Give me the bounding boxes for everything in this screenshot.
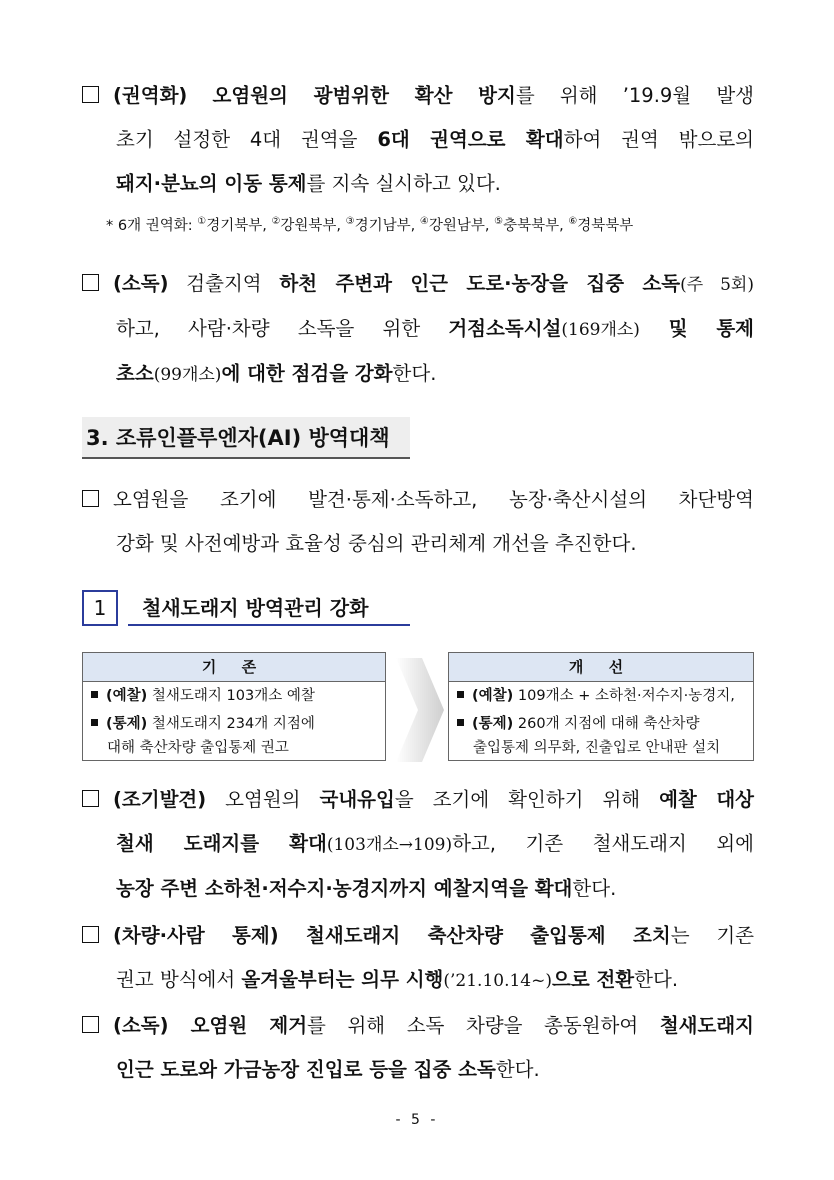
paragraph-ai-overview	[82, 478, 754, 566]
bullet-icon	[457, 691, 464, 698]
comparison-after-box	[448, 652, 754, 761]
body-text: 한다.	[495, 1058, 540, 1081]
checkbox-icon	[82, 490, 99, 507]
body-text: 한다.	[392, 362, 437, 385]
row-tag: (통제)	[106, 716, 148, 732]
subsection-title: 철새도래지 방역관리 강화	[128, 590, 410, 626]
parenthetical: (주 5회)	[680, 275, 754, 295]
paragraph-regionalization	[82, 74, 754, 206]
circled-number: ⑤	[494, 216, 504, 227]
bullet-icon	[457, 719, 464, 726]
emphasis-text: 철새 도래지를 확대	[116, 832, 327, 855]
tag-label: (권역화)	[113, 84, 188, 107]
body-text: 한다.	[572, 877, 617, 900]
footnote-regions	[106, 214, 633, 235]
tag-label: (소독)	[113, 1014, 169, 1037]
body-text: 검출지역	[168, 272, 280, 295]
after-row	[449, 712, 753, 736]
paragraph-vehicle-control	[82, 914, 754, 1003]
row-tag: (예찰)	[472, 688, 514, 704]
before-header: 기 존	[83, 653, 385, 682]
body-text: 는 기존	[670, 924, 754, 947]
row-text: 철새도래지 103개소 예찰	[147, 688, 315, 704]
emphasis-text: 돼지·분뇨의 이동 통제	[116, 172, 307, 195]
region-item: 충북북부,	[503, 218, 569, 234]
body-text: 를 위해 ’19.9월 발생	[515, 84, 754, 107]
row-tag: (예찰)	[106, 688, 148, 704]
body-text: 강화 및 사전예방과 효율성 중심의 관리체계 개선을 추진한다.	[116, 532, 637, 555]
body-text: 를 지속 실시하고 있다.	[306, 172, 501, 195]
body-text: 을 조기에 확인하기 위해	[394, 788, 660, 811]
circled-number: ③	[345, 216, 355, 227]
body-text: 권고 방식에서	[116, 968, 242, 991]
emphasis-text: 에 대한 점검을 강화	[221, 362, 393, 385]
bullet-icon	[91, 719, 98, 726]
after-header: 개 선	[449, 653, 753, 682]
parenthetical: (169개소)	[561, 320, 640, 340]
row-text: 109개소 + 소하천·저수지·농경지,	[513, 688, 735, 704]
emphasis-text: 예찰 대상	[659, 788, 755, 811]
before-row-cont	[83, 736, 385, 760]
parenthetical: (’21.10.14~)	[443, 971, 552, 991]
emphasis-text: 올겨울부터는 의무 시행	[241, 968, 444, 991]
row-text: 대해 축산차량 출입통제 권고	[107, 740, 289, 756]
emphasis-text: 초소	[116, 362, 154, 385]
emphasis-text: 으로 전환	[552, 968, 635, 991]
paragraph-early-detection	[82, 778, 754, 911]
subsection-number: 1	[82, 590, 118, 626]
tag-label: (차량·사람 통제)	[113, 924, 279, 947]
emphasis-text: 오염원 제거	[168, 1014, 308, 1037]
region-item: 강원북부,	[280, 218, 346, 234]
body-text: 오염원의	[206, 788, 320, 811]
body-text: 한다.	[634, 968, 679, 991]
page-number: - 5 -	[395, 1112, 439, 1128]
circled-number: ①	[197, 216, 207, 227]
before-row	[83, 684, 385, 708]
row-text: 출입통제 의무화, 진출입로 안내판 설치	[473, 740, 721, 756]
paragraph-disinfection	[82, 262, 754, 397]
row-text: 260개 지점에 대해 축산차량	[513, 716, 700, 732]
emphasis-text: 거점소독시설	[448, 317, 562, 340]
row-text: 철새도래지 234개 지점에	[147, 716, 315, 732]
region-item: 강원남부,	[428, 218, 495, 234]
checkbox-icon	[82, 790, 99, 807]
body-text: 를 위해 소독 차량을 총동원하여	[307, 1014, 660, 1037]
chevron-right-icon	[392, 658, 444, 762]
emphasis-text: 철새도래지	[659, 1014, 755, 1037]
circled-number: ④	[419, 216, 429, 227]
checkbox-icon	[82, 1016, 99, 1033]
circled-number: ⑥	[568, 216, 578, 227]
tag-label: (소독)	[113, 272, 169, 295]
body-text: 하여 권역 밖으로의	[563, 128, 754, 151]
bullet-icon	[91, 691, 98, 698]
emphasis-text: 및 통제	[639, 317, 754, 340]
region-item: 경기북부,	[206, 218, 272, 234]
emphasis-text: 하천 주변과 인근 도로·농장을 집중 소독	[279, 272, 681, 295]
body-text: 하고, 사람·차량 소독을 위한	[116, 317, 449, 340]
emphasis-text: 인근 도로와 가금농장 진입로 등을 집중 소독	[116, 1058, 496, 1081]
body-text: 오염원을 조기에 발견·통제·소독하고, 농장·축산시설의 차단방역	[113, 488, 754, 511]
region-item: 경북북부	[577, 218, 634, 234]
paragraph-disinfection-ai	[82, 1004, 754, 1092]
checkbox-icon	[82, 274, 99, 291]
parenthetical: (99개소)	[153, 365, 222, 385]
region-item: 경기남부,	[354, 218, 420, 234]
section-heading: 3. 조류인플루엔자(AI) 방역대책	[82, 417, 410, 459]
parenthetical: (103개소→109)	[326, 835, 453, 855]
note-prefix: * 6개 권역화:	[106, 218, 198, 234]
emphasis-text: 오염원의 광범위한 확산 방지	[212, 84, 516, 107]
before-row	[83, 712, 385, 736]
body-text: 하고, 기존 철새도래지 외에	[452, 832, 754, 855]
emphasis-text: 6대 권역으로 확대	[377, 128, 564, 151]
body-text: 초기 설정한 4대 권역을	[116, 128, 378, 151]
circled-number: ②	[271, 216, 281, 227]
emphasis-text: 농장 주변 소하천·저수지·농경지까지 예찰지역을 확대	[116, 877, 573, 900]
after-row	[449, 684, 753, 708]
checkbox-icon	[82, 926, 99, 943]
comparison-before-box	[82, 652, 386, 761]
tag-label: (조기발견)	[113, 788, 207, 811]
emphasis-text: 철새도래지 축산차량 출입통제 조치	[278, 924, 671, 947]
after-row-cont	[449, 736, 753, 760]
checkbox-icon	[82, 86, 99, 103]
emphasis-text: 국내유입	[319, 788, 395, 811]
row-tag: (통제)	[472, 716, 514, 732]
